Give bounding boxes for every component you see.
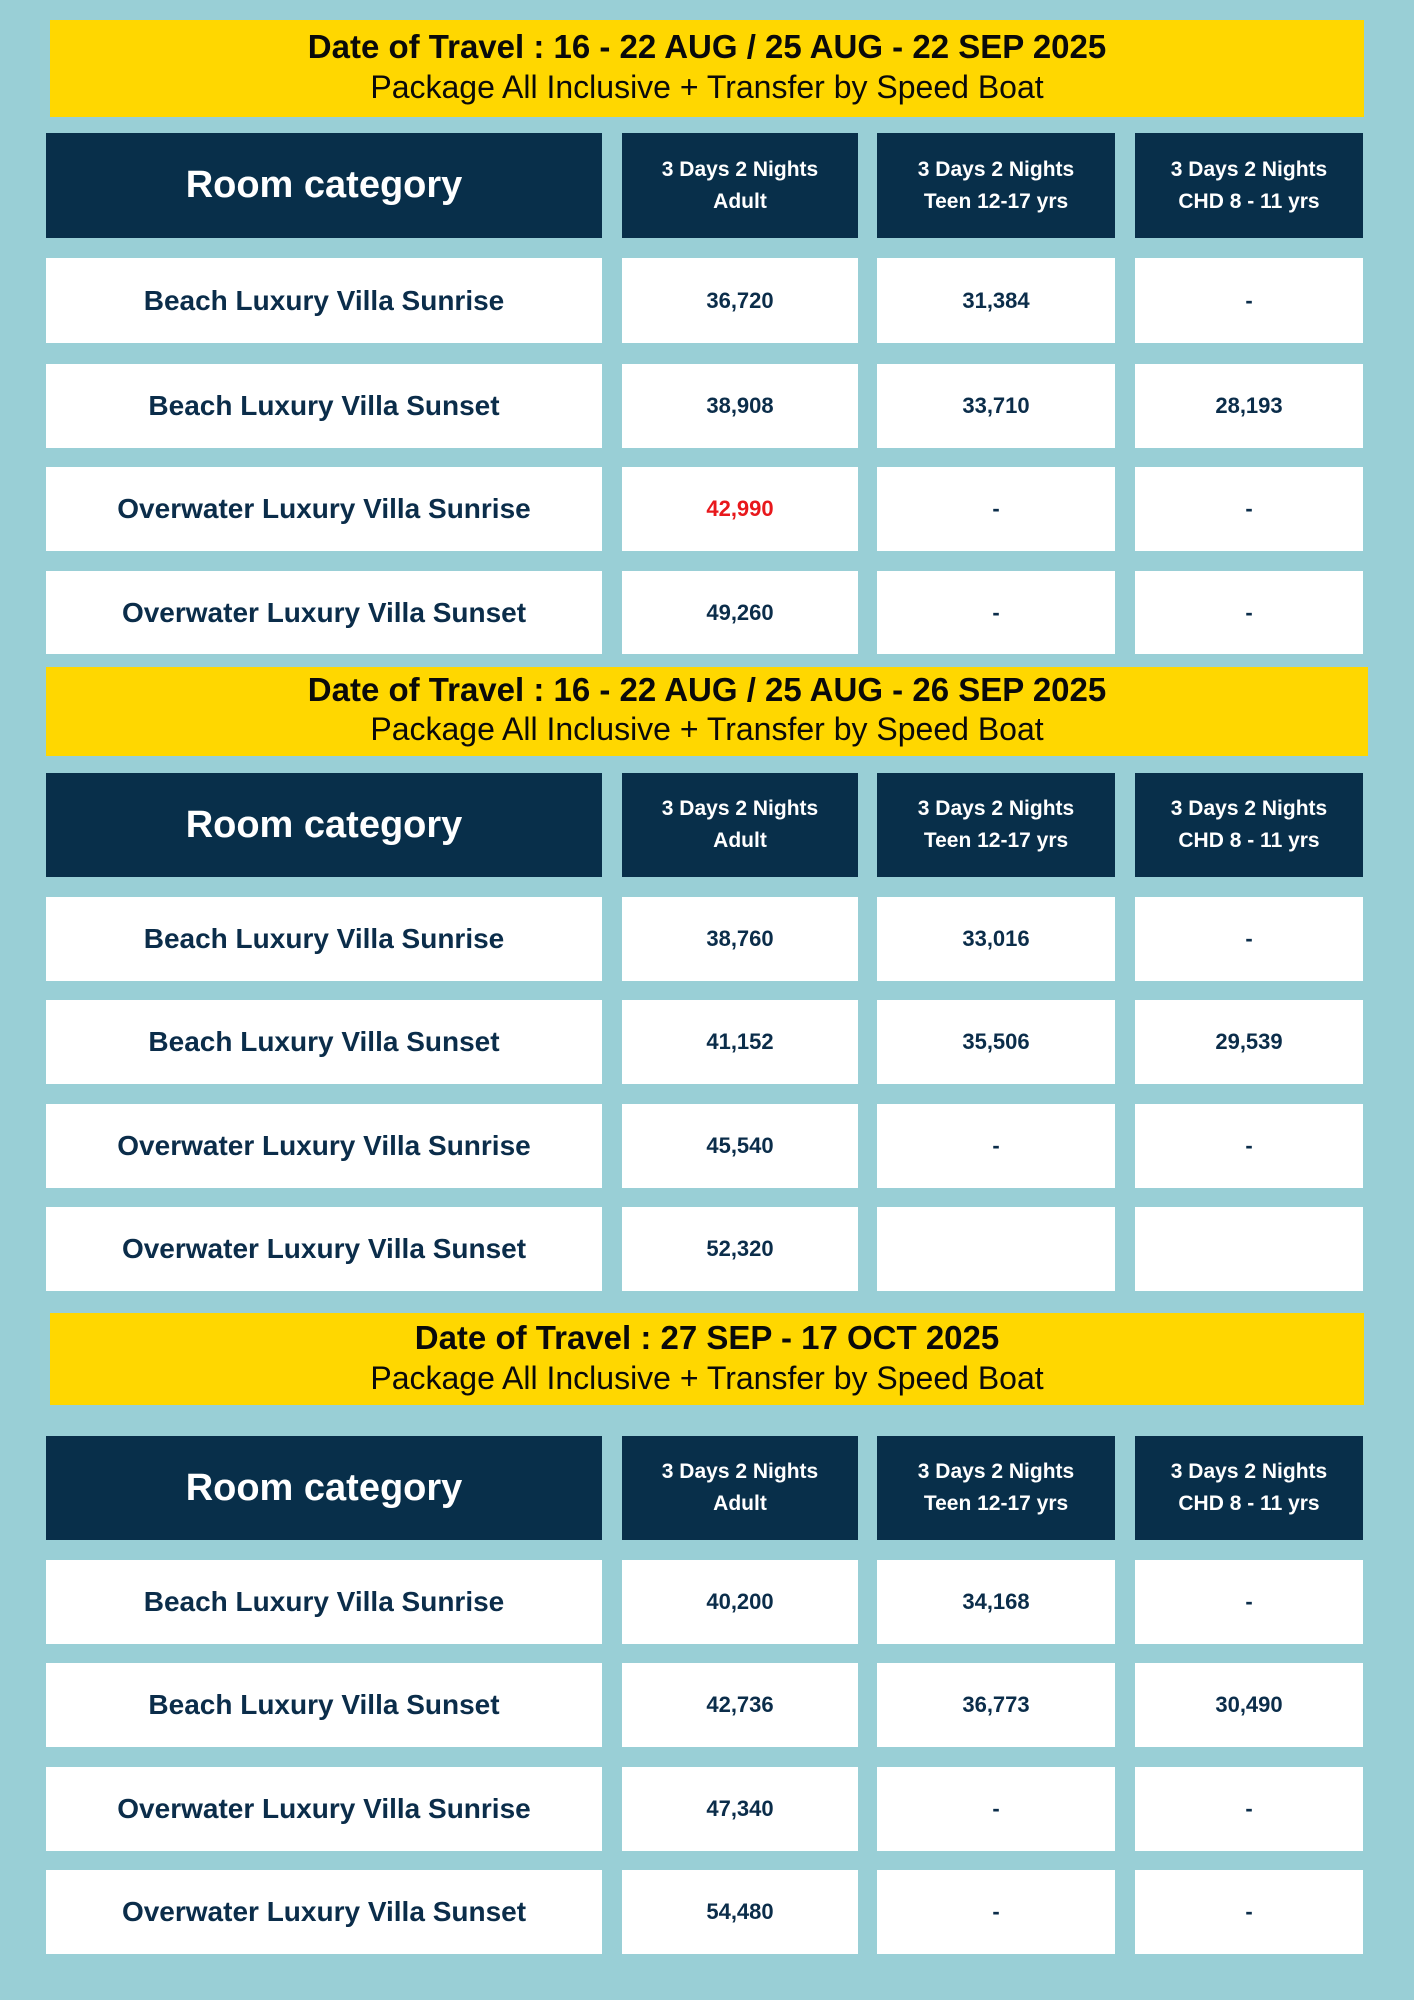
price-teen: - [877, 1767, 1115, 1851]
price-adult: 36,720 [622, 258, 858, 343]
price-teen: 36,773 [877, 1663, 1115, 1747]
price-teen: 33,016 [877, 897, 1115, 981]
room-name: Overwater Luxury Villa Sunrise [46, 1767, 602, 1851]
price-adult: 38,908 [622, 364, 858, 448]
price-adult: 42,736 [622, 1663, 858, 1747]
price-child: - [1135, 1560, 1363, 1644]
price-child: 30,490 [1135, 1663, 1363, 1747]
header-teen-2: 3 Days 2 Nights Teen 12-17 yrs [877, 773, 1115, 877]
room-name: Beach Luxury Villa Sunrise [46, 897, 602, 981]
price-teen: - [877, 1104, 1115, 1188]
price-child: - [1135, 1870, 1363, 1954]
package-description-2: Package All Inclusive + Transfer by Speed Boat [370, 711, 1044, 747]
price-child: - [1135, 1767, 1363, 1851]
price-child: - [1135, 258, 1363, 343]
price-teen [877, 1207, 1115, 1291]
date-banner-2 [46, 667, 1368, 756]
price-adult: 47,340 [622, 1767, 858, 1851]
price-child: - [1135, 1104, 1363, 1188]
date-banner-3 [50, 1313, 1364, 1405]
room-name: Overwater Luxury Villa Sunset [46, 1870, 602, 1954]
header-child-2: 3 Days 2 Nights CHD 8 - 11 yrs [1135, 773, 1363, 877]
room-name: Overwater Luxury Villa Sunset [46, 571, 602, 654]
room-name: Overwater Luxury Villa Sunset [46, 1207, 602, 1291]
room-name: Overwater Luxury Villa Sunrise [46, 467, 602, 551]
price-teen: 31,384 [877, 258, 1115, 343]
price-child: 28,193 [1135, 364, 1363, 448]
room-name: Overwater Luxury Villa Sunrise [46, 1104, 602, 1188]
price-teen: - [877, 571, 1115, 654]
price-adult: 40,200 [622, 1560, 858, 1644]
price-child: - [1135, 467, 1363, 551]
price-adult: 52,320 [622, 1207, 858, 1291]
price-child: - [1135, 571, 1363, 654]
price-adult: 45,540 [622, 1104, 858, 1188]
header-teen-1: 3 Days 2 Nights Teen 12-17 yrs [877, 133, 1115, 238]
header-adult-3: 3 Days 2 Nights Adult [622, 1436, 858, 1540]
header-child-3: 3 Days 2 Nights CHD 8 - 11 yrs [1135, 1436, 1363, 1540]
price-teen: 35,506 [877, 1000, 1115, 1084]
header-room-category-1: Room category [46, 133, 602, 238]
room-name: Beach Luxury Villa Sunrise [46, 1560, 602, 1644]
header-teen-3: 3 Days 2 Nights Teen 12-17 yrs [877, 1436, 1115, 1540]
header-room-category-2: Room category [46, 773, 602, 877]
header-adult-1: 3 Days 2 Nights Adult [622, 133, 858, 238]
package-description-3: Package All Inclusive + Transfer by Speed Boat [370, 1360, 1044, 1396]
date-of-travel-3: Date of Travel : 27 SEP - 17 OCT 2025 [414, 1319, 1000, 1356]
room-name: Beach Luxury Villa Sunset [46, 1663, 602, 1747]
room-name: Beach Luxury Villa Sunset [46, 1000, 602, 1084]
price-adult: 41,152 [622, 1000, 858, 1084]
price-child: 29,539 [1135, 1000, 1363, 1084]
header-room-category-3: Room category [46, 1436, 602, 1540]
price-teen: 33,710 [877, 364, 1115, 448]
price-adult: 49,260 [622, 571, 858, 654]
package-description-1: Package All Inclusive + Transfer by Speed Boat [370, 69, 1044, 105]
room-name: Beach Luxury Villa Sunrise [46, 258, 602, 343]
price-adult-highlighted: 42,990 [622, 467, 858, 551]
price-teen: - [877, 467, 1115, 551]
price-adult: 54,480 [622, 1870, 858, 1954]
price-child [1135, 1207, 1363, 1291]
header-adult-2: 3 Days 2 Nights Adult [622, 773, 858, 877]
price-teen: 34,168 [877, 1560, 1115, 1644]
date-banner-1 [50, 20, 1364, 117]
date-of-travel-1: Date of Travel : 16 - 22 AUG / 25 AUG - 22 SEP 2025 [307, 28, 1107, 65]
price-child: - [1135, 897, 1363, 981]
price-teen: - [877, 1870, 1115, 1954]
room-name: Beach Luxury Villa Sunset [46, 364, 602, 448]
date-of-travel-2: Date of Travel : 16 - 22 AUG / 25 AUG - 26 SEP 2025 [307, 671, 1107, 708]
price-adult: 38,760 [622, 897, 858, 981]
header-child-1: 3 Days 2 Nights CHD 8 - 11 yrs [1135, 133, 1363, 238]
